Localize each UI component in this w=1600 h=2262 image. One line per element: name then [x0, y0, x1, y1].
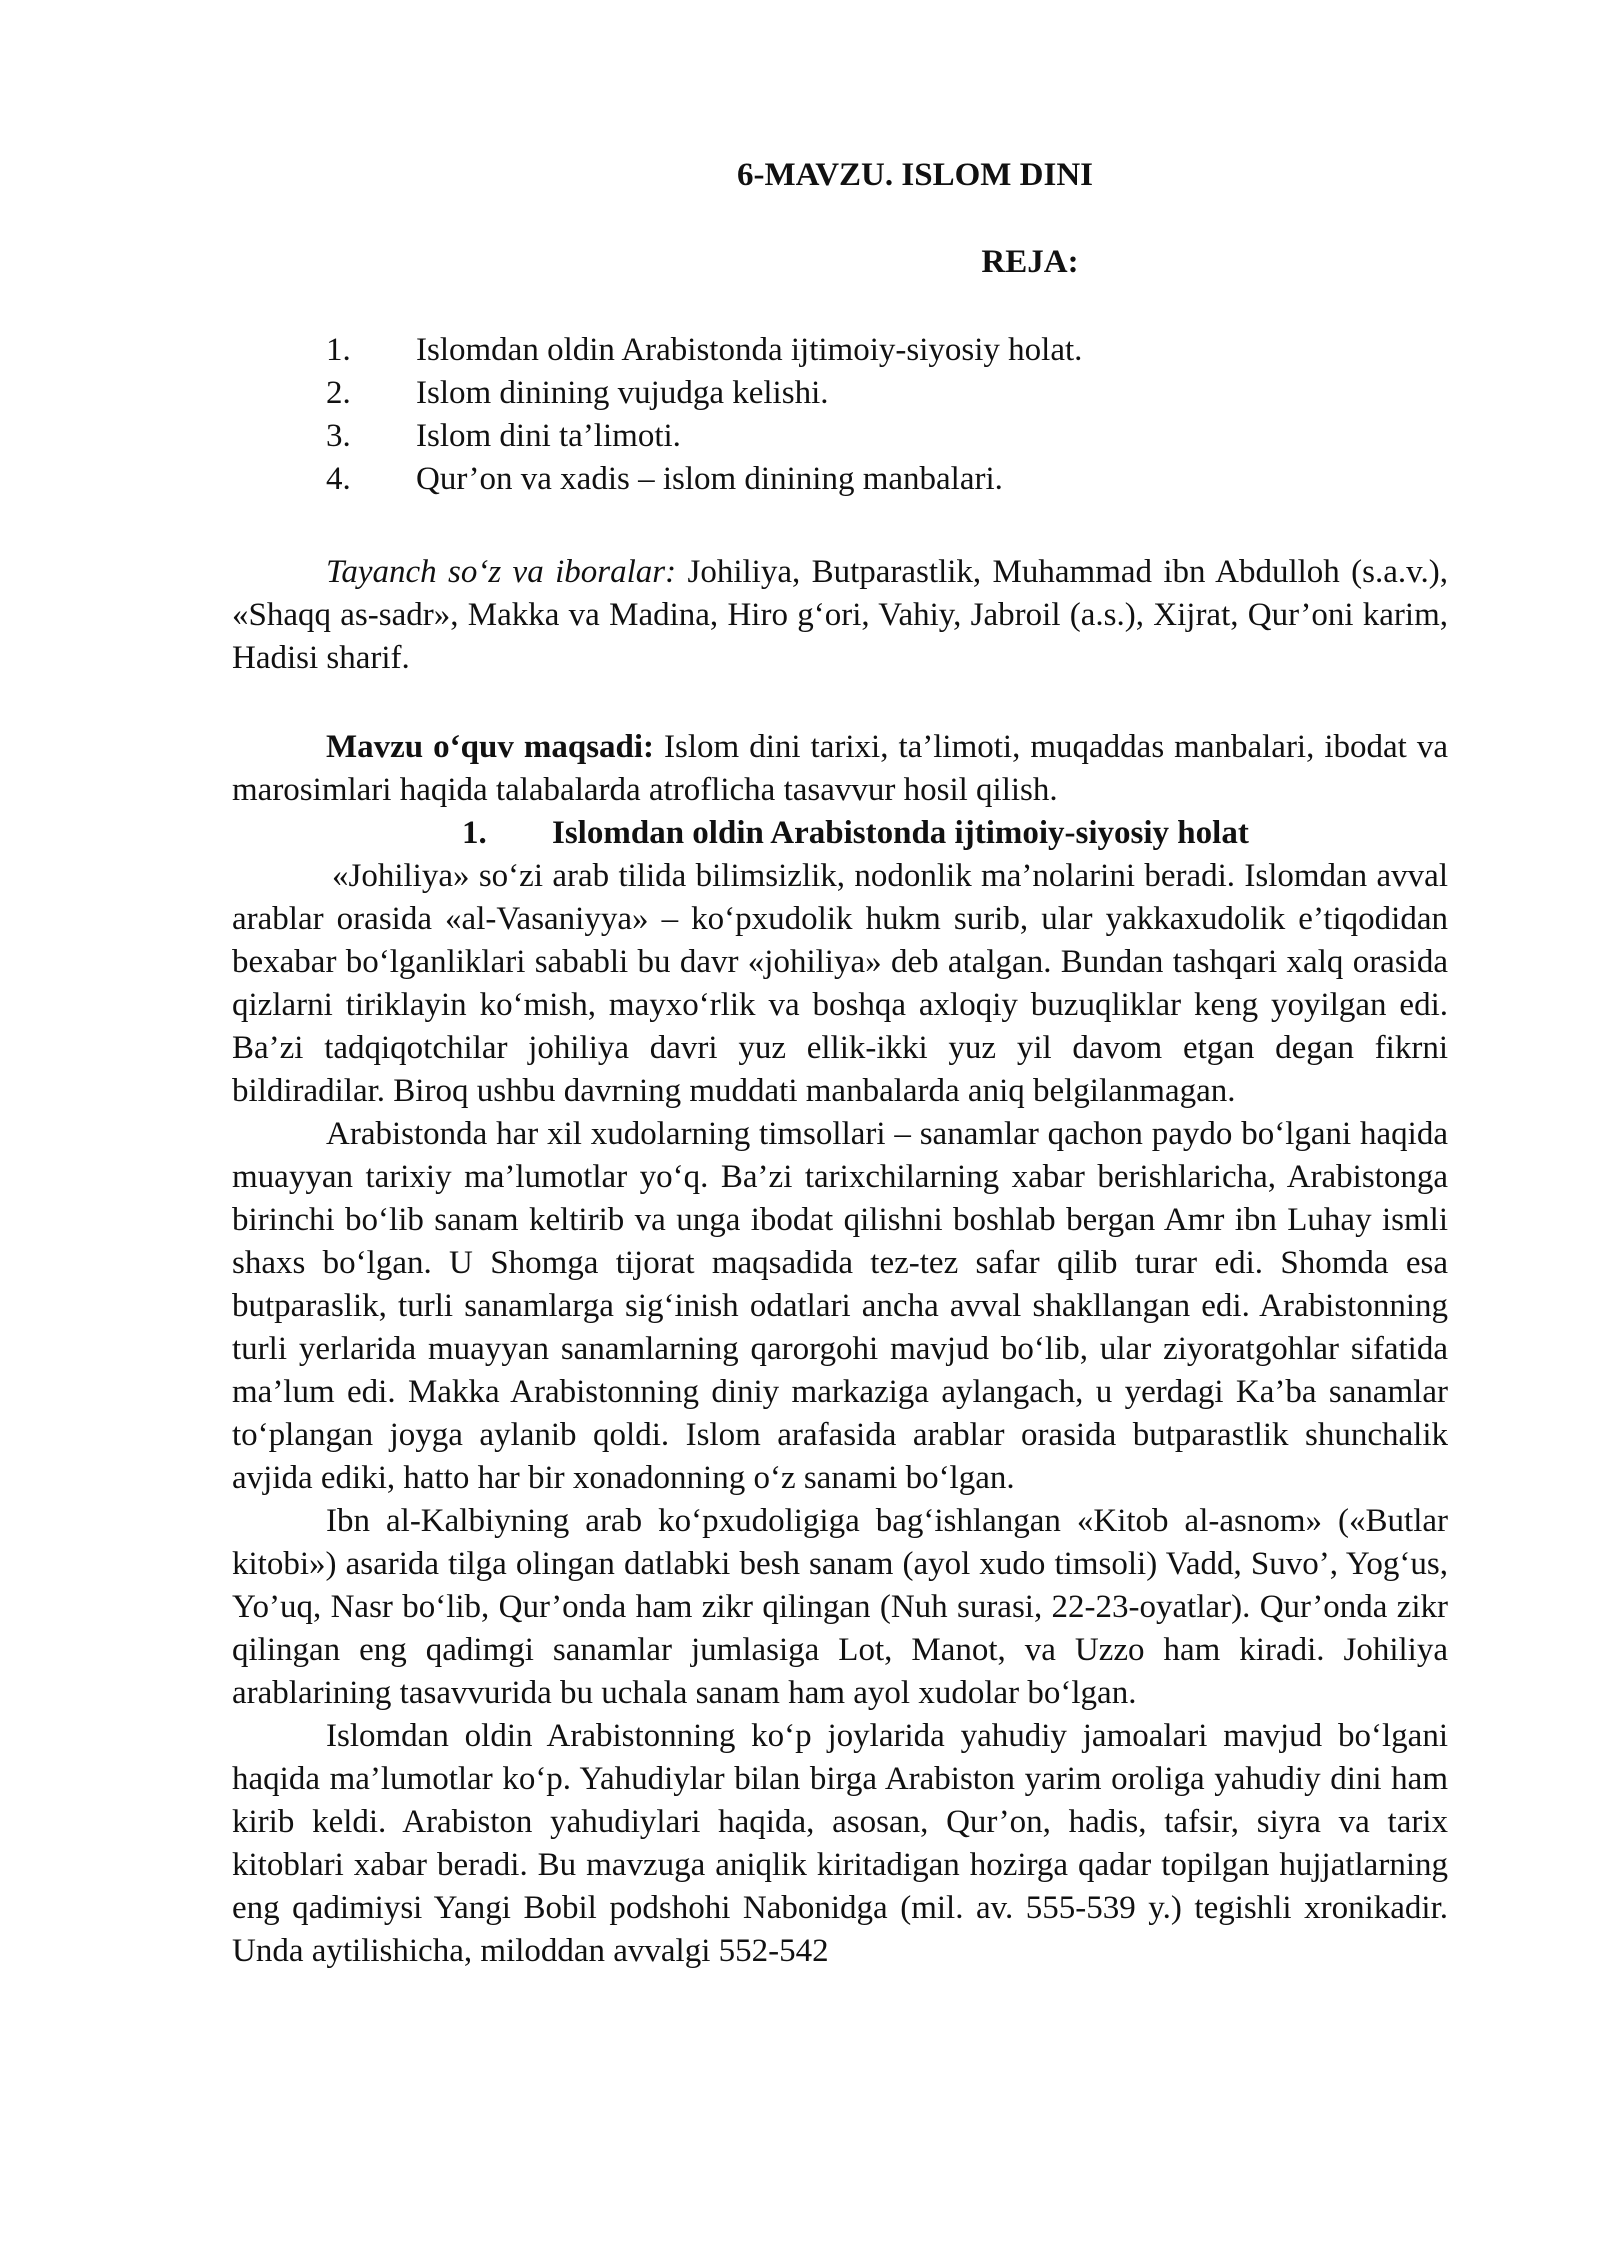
plan-item — [232, 458, 1448, 501]
plan-item-number: 3. — [326, 418, 351, 454]
goal-lead: Mavzu o‘quv maqsadi: — [326, 729, 655, 765]
plan-item-text: Islom dini ta’limoti. — [416, 418, 681, 454]
plan-item — [232, 372, 1448, 415]
goal-text: Islom dini tarixi, ta’limoti, muqaddas manbalari, ibodat va marosimlari haqida talabalarda atroflicha tasavvur hosil qilish. — [232, 729, 1448, 808]
page-title: 6-MAVZU. ISLOM DINI — [736, 157, 1093, 193]
plan-item-number: 2. — [326, 375, 351, 411]
plan-list — [232, 329, 1448, 501]
plan-heading: REJA: — [981, 244, 1079, 280]
plan-item-number: 4. — [326, 461, 351, 497]
keywords-text: Johiliya, Butparastlik, Muhammad ibn Abdulloh (s.a.v.), «Shaqq as-sadr», Makka va Madina, Hiro g‘ori, Vahiy, Jabroil (a.s.), Xijrat, Qur’oni karim, Hadisi sharif. — [232, 554, 1448, 676]
body-paragraph: Islomdan oldin Arabistonning ko‘p joylarida yahudiy jamoalari mavjud bo‘lgani haqida ma’lumotlar ko‘p. Yahudiylar bilan birga Arabiston yarim oroliga yahudiy dini ham kirib keldi. Arabiston yahudiylari haqida, asosan, Qur’on, hadis, tafsir, siyra va tarix kitoblari xabar beradi. Bu mavzuga aniqlik kiritadigan hozirga qadar topilgan hujjatlarning eng qadimiysi Yangi Bobil podshohi Nabonidga (mil. av. 555-539 y.) tegishli xronikadir. Unda aytilishicha, miloddan avvalgi 552-542 — [232, 1718, 1448, 1969]
section-title: Islomdan oldin Arabistonda ijtimoiy-siyosiy holat — [552, 815, 1249, 851]
body-paragraph: Ibn al-Kalbiyning arab ko‘pxudoligiga bag‘ishlangan «Kitob al-asnom» («Butlar kitobi») asarida tilga olingan datlabki besh sanam (ayol xudo timsoli) Vadd, Suvo’, Yog‘us, Yo’uq, Nasr bo‘lib, Qur’onda ham zikr qilingan (Nuh surasi, 22-23-oyatlar). Qur’onda zikr qilingan eng qadimgi sanamlar jumlasiga Lot, Manot, va Uzzo ham kiradi. Johiliya arablarining tasavvurida bu uchala sanam ham ayol xudolar bo‘lgan. — [232, 1503, 1448, 1711]
keywords-lead: Tayanch so‘z va iboralar: — [326, 554, 677, 590]
plan-item-number: 1. — [326, 332, 351, 368]
document-page — [232, 150, 1448, 1973]
section-number: 1. — [462, 815, 487, 851]
plan-item — [232, 415, 1448, 458]
plan-item-text: Islomdan oldin Arabistonda ijtimoiy-siyosiy holat. — [416, 332, 1083, 368]
section-heading — [232, 812, 1448, 855]
goal-paragraph — [232, 726, 1448, 812]
keywords-paragraph — [232, 551, 1448, 680]
plan-item — [232, 329, 1448, 372]
plan-item-text: Islom dinining vujudga kelishi. — [416, 375, 829, 411]
body-paragraph: Arabistonda har xil xudolarning timsollari – sanamlar qachon paydo bo‘lgani haqida muayyan tarixiy ma’lumotlar yo‘q. Ba’zi tarixchilarning xabar berishlaricha, Arabistonga birinchi bo‘lib sanam keltirib va unga ibodat qilishni boshlab bergan Amr ibn Luhay ismli shaxs bo‘lgan. U Shomga tijorat maqsadida tez-tez safar qilib turar edi. Shomda esa butparaslik, turli sanamlarga sig‘inish odatlari ancha avval shakllangan edi. Arabistonning turli yerlarida muayyan sanamlarning qarorgohi mavjud bo‘lib, ular ziyoratgohlar sifatida ma’lum edi. Makka Arabistonning diniy markaziga aylangach, u yerdagi Ka’ba sanamlar to‘plangan joyga aylanib qoldi. Islom arafasida arablar orasida butparastlik shunchalik avjida ediki, hatto har bir xonadonning o‘z sanami bo‘lgan. — [232, 1116, 1448, 1496]
plan-item-text: Qur’on va xadis – islom dinining manbalari. — [416, 461, 1003, 497]
body-paragraph: «Johiliya» so‘zi arab tilida bilimsizlik, nodonlik ma’nolarini beradi. Islomdan avval arablar orasida «al-Vasaniyya» – ko‘pxudolik hukm surib, ular yakkaxudolik e’tiqodidan bexabar bo‘lganliklari sababli bu davr «johiliya» deb atalgan. Bundan tashqari xalq orasida qizlarni tiriklayin ko‘mish, mayxo‘rlik va boshqa axloqiy buzuqliklar keng yoyilgan edi. Ba’zi tadqiqotchilar johiliya davri yuz ellik-ikki yuz yil davom etgan degan fikrni bildiradilar. Biroq ushbu davrning muddati manbalarda aniq belgilanmagan. — [232, 858, 1448, 1109]
